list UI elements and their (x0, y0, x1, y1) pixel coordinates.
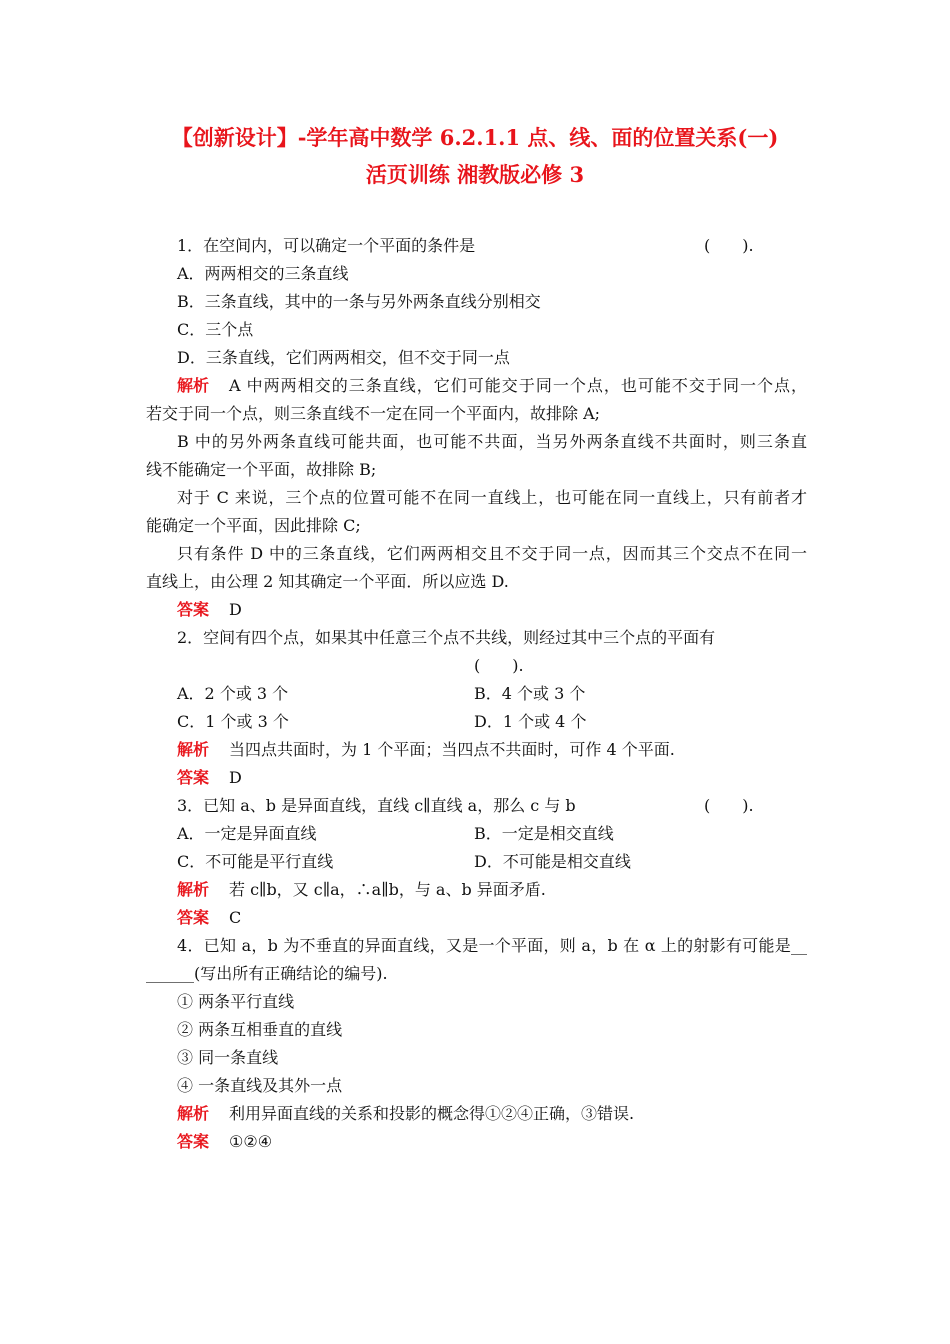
question-1-analysis-line-1: A 中两两相交的三条直线，它们可能交于同一个点，也可能不交于同一个点， (229, 376, 807, 395)
question-1-analysis-line-2: 若交于同一个点，则三条直线不一定在同一个平面内，故排除 A; (146, 404, 601, 423)
question-1-analysis-line-5: 对于 C 来说，三个点的位置可能不在同一直线上，也可能在同一直线上，只有前者才 (177, 488, 807, 507)
question-3-option-c: C．不可能是平行直线 (177, 852, 334, 871)
question-4-item-3: ③ 同一条直线 (177, 1048, 279, 1067)
question-3-answer-paren: ( ). (704, 796, 754, 815)
question-4-item-1: ① 两条平行直线 (177, 992, 295, 1011)
question-2-analysis-label: 解析 (177, 740, 210, 759)
question-3-option-d: D．不可能是相交直线 (474, 852, 631, 871)
question-4-analysis-label: 解析 (177, 1104, 210, 1123)
question-3-analysis-label: 解析 (177, 880, 210, 899)
question-2-option-a: A．2 个或 3 个 (177, 684, 289, 703)
question-2-answer-label: 答案 (177, 768, 210, 787)
question-1-analysis-line-3: B 中的另外两条直线可能共面，也可能不共面，当另外两条直线不共面时，则三条直 (177, 432, 807, 451)
question-1-answer-label: 答案 (177, 600, 210, 619)
question-1-option-a: A．两两相交的三条直线 (177, 264, 349, 283)
question-3-analysis: 若 c∥b，又 c∥a，∴a∥b，与 a、b 异面矛盾. (229, 880, 546, 899)
question-1-analysis-line-7: 只有条件 D 中的三条直线，它们两两相交且不交于同一点，因而其三个交点不在同一 (177, 544, 807, 563)
question-1-analysis-label: 解析 (177, 376, 210, 395)
question-1-analysis-line-4: 线不能确定一个平面，故排除 B; (146, 460, 377, 479)
question-2-analysis: 当四点共面时，为 1 个平面；当四点不共面时，可作 4 个平面. (229, 740, 675, 759)
question-2-stem: 2．空间有四个点，如果其中任意三个点不共线，则经过其中三个点的平面有 (177, 628, 716, 647)
question-2-option-d: D．1 个或 4 个 (474, 712, 587, 731)
question-3-answer: C (229, 908, 242, 927)
question-1-option-b: B．三条直线，其中的一条与另外两条直线分别相交 (177, 292, 541, 311)
question-1-option-c: C．三个点 (177, 320, 254, 339)
question-3-stem: 3．已知 a、b 是异面直线，直线 c∥直线 a，那么 c 与 b (177, 796, 576, 815)
question-1-analysis-line-8: 直线上，由公理 2 知其确定一个平面．所以应选 D. (146, 572, 509, 591)
question-3-option-b: B．一定是相交直线 (474, 824, 614, 843)
question-1-option-d: D．三条直线，它们两两相交，但不交于同一点 (177, 348, 510, 367)
question-2-option-b: B．4 个或 3 个 (474, 684, 586, 703)
question-1-analysis-line-6: 能确定一个平面，因此排除 C; (146, 516, 361, 535)
question-3-option-a: A．一定是异面直线 (177, 824, 317, 843)
question-2-answer: D (229, 768, 242, 787)
question-4-stem-line-2: ______(写出所有正确结论的编号). (146, 964, 388, 983)
question-4-item-2: ② 两条互相垂直的直线 (177, 1020, 343, 1039)
question-4-item-4: ④ 一条直线及其外一点 (177, 1076, 343, 1095)
question-4-analysis: 利用异面直线的关系和投影的概念得①②④正确，③错误. (229, 1104, 635, 1123)
question-2-answer-paren: ( ). (474, 656, 524, 675)
question-1-answer: D (229, 600, 242, 619)
document-title-line-1: 【创新设计】-学年高中数学 6.2.1.1 点、线、面的位置关系(一) (171, 125, 779, 150)
question-4-stem-line-1: 4．已知 a，b 为不垂直的异面直线，又是一个平面，则 a，b 在 α 上的射影有可能是__ (177, 936, 807, 955)
document-title-line-2: 活页训练 湘教版必修 3 (365, 162, 585, 187)
question-1-answer-paren: ( ). (704, 236, 754, 255)
question-4-answer: ①②④ (229, 1132, 273, 1151)
question-4-answer-label: 答案 (177, 1132, 210, 1151)
question-2-option-c: C．1 个或 3 个 (177, 712, 289, 731)
question-3-answer-label: 答案 (177, 908, 210, 927)
question-1-stem: 1．在空间内，可以确定一个平面的条件是 (177, 236, 476, 255)
